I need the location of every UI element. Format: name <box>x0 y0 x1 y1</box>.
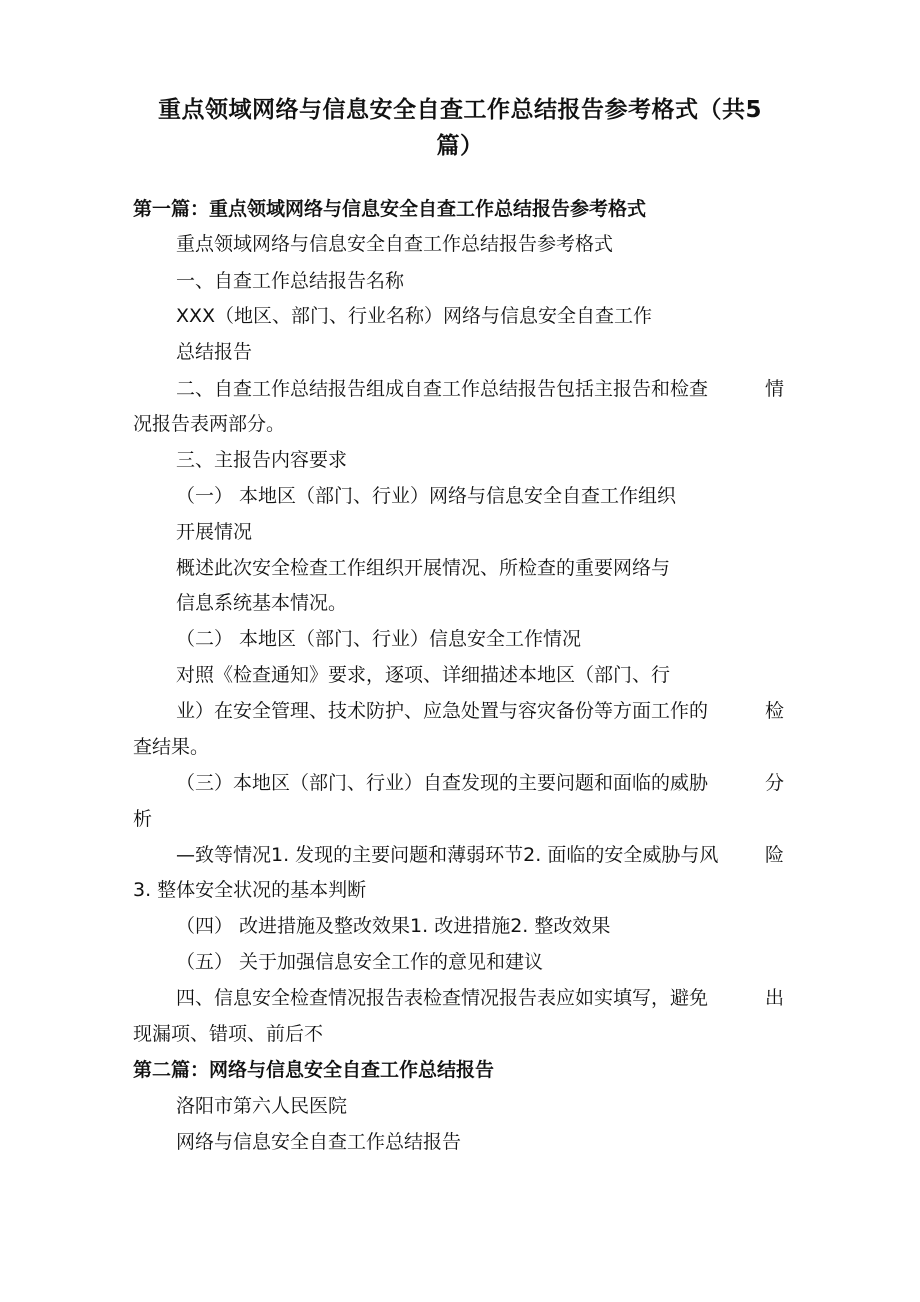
paragraph-text: 险 <box>764 844 784 866</box>
paragraph-line: 重点领域网络与信息安全自查工作总结报告参考格式 <box>176 233 614 255</box>
paragraph-line: 对照《检查通知》要求，逐项、详细描述本地区（部门、行 <box>176 664 671 686</box>
paragraph-line: 洛阳市第六人民医院 <box>176 1095 348 1117</box>
paragraph-line: 概述此次安全检查工作组织开展情况、所检查的重要网络与 <box>176 557 671 579</box>
paragraph-line: 三、主报告内容要求 <box>176 449 348 471</box>
paragraph-text: （三）本地区（部门、行业）自查发现的主要问题和面临的威胁 <box>176 772 709 794</box>
paragraph-line <box>176 842 784 868</box>
paragraph-line <box>176 376 784 402</box>
paragraph-line <box>176 698 784 724</box>
paragraph-line: 况报告表两部分。 <box>133 413 286 435</box>
paragraph-line <box>176 770 784 796</box>
document-title-line-2: 篇） <box>436 133 484 159</box>
paragraph-text: 二、自查工作总结报告组成自查工作总结报告包括主报告和检查 <box>176 378 709 400</box>
paragraph-line: 总结报告 <box>176 341 253 363</box>
paragraph-line: （一） 本地区（部门、行业）网络与信息安全自查工作组织 <box>176 485 677 507</box>
paragraph-line: （四） 改进措施及整改效果1. 改进措施2. 整改效果 <box>176 915 611 937</box>
paragraph-line: 开展情况 <box>176 521 253 543</box>
paragraph-line: （五） 关于加强信息安全工作的意见和建议 <box>176 951 544 973</box>
paragraph-text: 情 <box>764 378 784 400</box>
paragraph-line: 查结果。 <box>133 736 210 758</box>
paragraph-line: 现漏项、错项、前后不 <box>133 1023 324 1045</box>
paragraph-line: 网络与信息安全自查工作总结报告 <box>176 1131 462 1153</box>
paragraph-text: —致等情况1. 发现的主要问题和薄弱环节2. 面临的安全威胁与风 <box>176 844 719 866</box>
paragraph-line: 3. 整体安全状况的基本判断 <box>133 879 367 901</box>
paragraph-line: 一、自查工作总结报告名称 <box>176 270 405 292</box>
paragraph-line <box>176 985 784 1011</box>
paragraph-line: 析 <box>133 808 153 830</box>
document-title-line-1: 重点领域网络与信息安全自查工作总结报告参考格式（共5 <box>157 97 762 123</box>
paragraph-line: 信息系统基本情况。 <box>176 592 348 614</box>
paragraph-line: XXX（地区、部门、行业名称）网络与信息安全自查工作 <box>176 305 653 327</box>
section-heading-part-1: 第一篇：重点领域网络与信息安全自查工作总结报告参考格式 <box>133 198 647 220</box>
paragraph-text: 出 <box>764 987 784 1009</box>
paragraph-text: 检 <box>764 700 784 722</box>
section-heading-part-2: 第二篇：网络与信息安全自查工作总结报告 <box>133 1059 495 1081</box>
paragraph-text: 业）在安全管理、技术防护、应急处置与容灾备份等方面工作的 <box>176 700 709 722</box>
paragraph-text: 分 <box>764 772 784 794</box>
paragraph-line: （二） 本地区（部门、行业）信息安全工作情况 <box>176 628 582 650</box>
paragraph-text: 四、信息安全检查情况报告表检查情况报告表应如实填写，避免 <box>176 987 709 1009</box>
